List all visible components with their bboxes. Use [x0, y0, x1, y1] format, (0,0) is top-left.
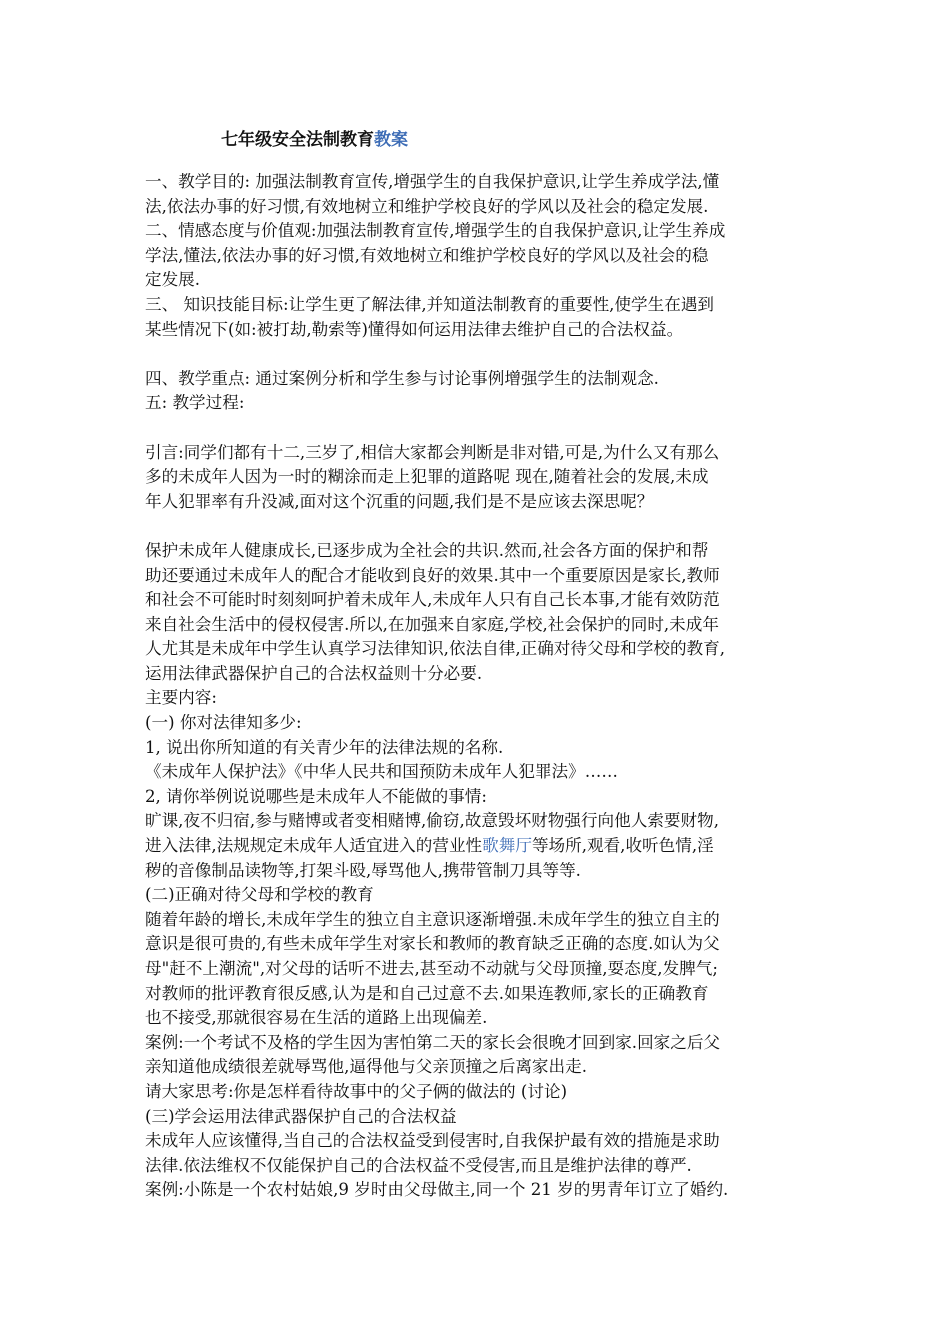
text-segment: 进入法律,法规规定未成年人适宜进入的营业性 — [145, 836, 483, 856]
text-line: 旷课,夜不归宿,参与赌博或者变相赌博,偷窃,故意毁坏财物强行向他人索要财物, — [145, 811, 719, 831]
text-line: 二、情感态度与价值观:加强法制教育宣传,增强学生的自我保护意识,让学生养成 — [145, 221, 726, 241]
text-line: 亲知道他成绩很差就辱骂他,逼得他与父亲顶撞之后离家出走. — [145, 1057, 587, 1077]
text-line: 1, 说出你所知道的有关青少年的法律法规的名称. — [145, 737, 504, 757]
text-line: 《未成年人保护法》《中华人民共和国预防未成年人犯罪法》…… — [145, 762, 618, 782]
text-segment: 等场所,观看,收听色情,淫 — [531, 836, 714, 856]
text-line: 助还要通过未成年人的配合才能收到良好的效果.其中一个重要原因是家长,教师 — [145, 565, 720, 585]
text-line: 保护未成年人健康成长,已逐步成为全社会的共识.然而,社会各方面的保护和帮 — [145, 540, 709, 560]
text-line: 对教师的批评教育很反感,认为是和自己过意不去.如果连教师,家长的正确教育 — [145, 983, 709, 1003]
document-body — [145, 170, 815, 1203]
blank-line — [145, 416, 815, 441]
text-line: 来自社会生活中的侵权侵害.所以,在加强来自家庭,学校,社会保护的同时,未成年 — [145, 614, 719, 634]
blank-line — [145, 514, 815, 539]
text-line: 2, 请你举例说说哪些是未成年人不能做的事情: — [145, 786, 487, 806]
text-line: (一) 你对法律知多少: — [145, 713, 302, 733]
text-line: 案例:一个考试不及格的学生因为害怕第二天的家长会很晚才回到家.回家之后父 — [145, 1032, 721, 1052]
document-title — [221, 125, 408, 150]
text-line: 主要内容: — [145, 688, 217, 708]
text-line: 一、教学目的: 加强法制教育宣传,增强学生的自我保护意识,让学生养成学法,懂 — [145, 172, 720, 191]
text-line: 年人犯罪率有升没减,面对这个沉重的问题,我们是不是应该去深思呢？ — [145, 491, 654, 511]
text-line: (二)正确对待父母和学校的教育 — [145, 885, 374, 905]
text-line: 引言:同学们都有十二,三岁了,相信大家都会判断是非对错,可是,为什么又有那么 — [145, 442, 720, 462]
text-line — [145, 834, 815, 859]
text-line: 请大家思考:你是怎样看待故事中的父子俩的做法的 (讨论) — [145, 1081, 568, 1101]
text-line: 秽的音像制品读物等,打架斗殴,辱骂他人,携带管制刀具等等. — [145, 860, 581, 880]
text-line: 学法,懂法,依法办事的好习惯,有效地树立和维护学校良好的学风以及社会的稳 — [145, 245, 709, 265]
text-line: 随着年龄的增长,未成年学生的独立自主意识逐渐增强.未成年学生的独立自主的 — [145, 909, 720, 929]
blank-line — [145, 342, 815, 367]
text-line: 五: 教学过程: — [145, 393, 245, 413]
text-line: 案例:小陈是一个农村姑娘,9 岁时由父母做主,同一个 21 岁的男青年订立了婚约. — [145, 1180, 729, 1200]
text-line: 运用法律武器保护自己的合法权益则十分必要. — [145, 663, 483, 683]
title-link[interactable]: 教案 — [374, 130, 408, 150]
text-line: 法,依法办事的好习惯,有效地树立和维护学校良好的学风以及社会的稳定发展. — [145, 196, 709, 216]
text-line: 法律.依法维权不仅能保护自己的合法权益不受侵害,而且是维护法律的尊严. — [145, 1155, 692, 1175]
text-line: 也不接受,那就很容易在生活的道路上出现偏差. — [145, 1008, 488, 1028]
text-line: 四、教学重点: 通过案例分析和学生参与讨论事例增强学生的法制观念. — [145, 368, 659, 388]
text-line: 三、 知识技能目标:让学生更了解法律,并知道法制教育的重要性,使学生在遇到 — [145, 294, 715, 314]
text-line: 未成年人应该懂得,当自己的合法权益受到侵害时,自我保护最有效的措施是求助 — [145, 1131, 720, 1151]
title-main-text: 七年级安全法制教育 — [221, 130, 374, 150]
text-line: 定发展. — [145, 270, 201, 290]
dance-hall-link[interactable]: 歌舞厅 — [482, 836, 532, 856]
text-line: (三)学会运用法律武器保护自己的合法权益 — [145, 1106, 457, 1126]
text-line: 人尤其是未成年中学生认真学习法律知识,依法自律,正确对待父母和学校的教育, — [145, 639, 726, 659]
text-line: 母"赶不上潮流",对父母的话听不进去,甚至动不动就与父母顶撞,耍态度,发脾气; — [145, 959, 718, 978]
text-line: 某些情况下(如:被打劫,勒索等)懂得如何运用法律去维护自己的合法权益。 — [145, 319, 684, 339]
text-line: 多的未成年人因为一时的糊涂而走上犯罪的道路呢 现在,随着社会的发展,未成 — [145, 467, 709, 487]
text-line: 意识是很可贵的,有些未成年学生对家长和教师的教育缺乏正确的态度.如认为父 — [145, 934, 720, 954]
text-line: 和社会不可能时时刻刻呵护着未成年人,未成年人只有自己长本事,才能有效防范 — [145, 590, 720, 610]
